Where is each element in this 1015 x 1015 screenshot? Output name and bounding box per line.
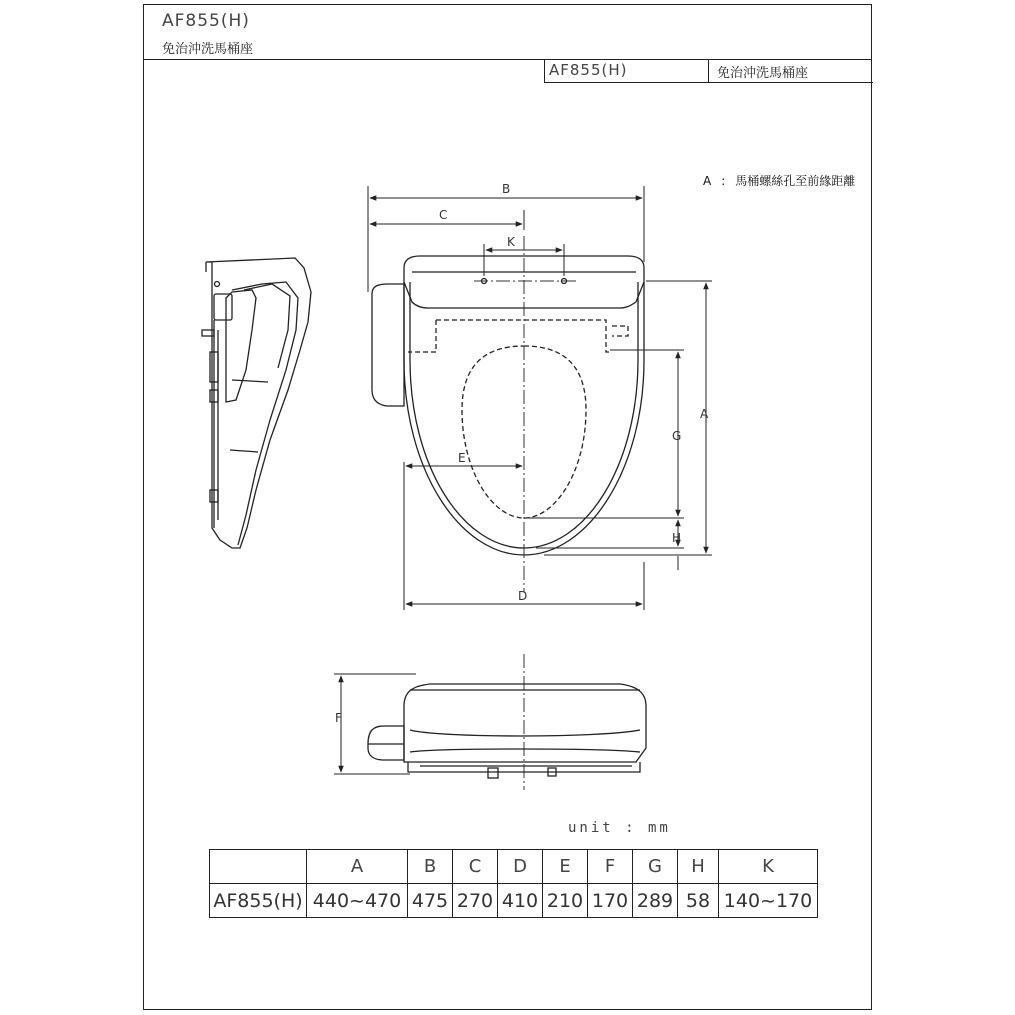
title-block-model: AF855(H) <box>549 61 628 79</box>
table-header-cell: C <box>453 850 498 884</box>
center-lines <box>474 236 576 790</box>
note-separator: : <box>721 174 726 188</box>
dim-label-f: F <box>335 711 342 725</box>
table-cell: 440~470 <box>307 884 408 918</box>
table-cell: 410 <box>498 884 543 918</box>
note-text: 馬桶螺絲孔至前緣距離 <box>735 174 856 188</box>
table-cell: 170 <box>588 884 633 918</box>
table-cell: 475 <box>408 884 453 918</box>
dim-label-d: D <box>518 589 528 603</box>
table-header-cell: E <box>543 850 588 884</box>
table-header-cell: B <box>408 850 453 884</box>
table-header-cell: D <box>498 850 543 884</box>
top-view <box>372 256 644 555</box>
dim-label-a: A <box>700 407 709 421</box>
note-key: A <box>703 174 712 188</box>
side-view-outline <box>206 258 311 548</box>
unit-label: unit : mm <box>568 820 671 836</box>
table-header-cell <box>210 850 307 884</box>
table-header-cell: G <box>633 850 678 884</box>
table-cell: 210 <box>543 884 588 918</box>
front-view-panel <box>368 726 404 760</box>
dim-label-k: K <box>507 235 515 249</box>
dimension-lines <box>334 186 712 774</box>
table-cell: 58 <box>678 884 719 918</box>
dim-label-g: G <box>672 429 682 443</box>
table-header-cell: K <box>719 850 818 884</box>
dim-label-b: B <box>502 182 511 196</box>
side-view <box>202 258 311 548</box>
table-row <box>210 884 818 918</box>
side-panel <box>372 284 404 406</box>
table-cell: 289 <box>633 884 678 918</box>
table-header-row <box>210 850 818 884</box>
dimension-letters <box>335 182 709 725</box>
table-header-cell: H <box>678 850 719 884</box>
table-cell: 140~170 <box>719 884 818 918</box>
table-header-cell: A <box>307 850 408 884</box>
table-header-cell: F <box>588 850 633 884</box>
header-model: AF855(H) <box>162 11 250 31</box>
header-product-name: 免治沖洗馬桶座 <box>162 42 254 57</box>
table-cell: AF855(H) <box>210 884 307 918</box>
front-view <box>368 684 646 778</box>
dimensions-table <box>209 849 818 918</box>
dim-label-c: C <box>439 208 448 222</box>
table-cell: 270 <box>453 884 498 918</box>
title-block-name: 免治沖洗馬桶座 <box>717 66 809 81</box>
dim-label-e: E <box>458 451 466 465</box>
dim-label-h: H <box>672 531 682 545</box>
